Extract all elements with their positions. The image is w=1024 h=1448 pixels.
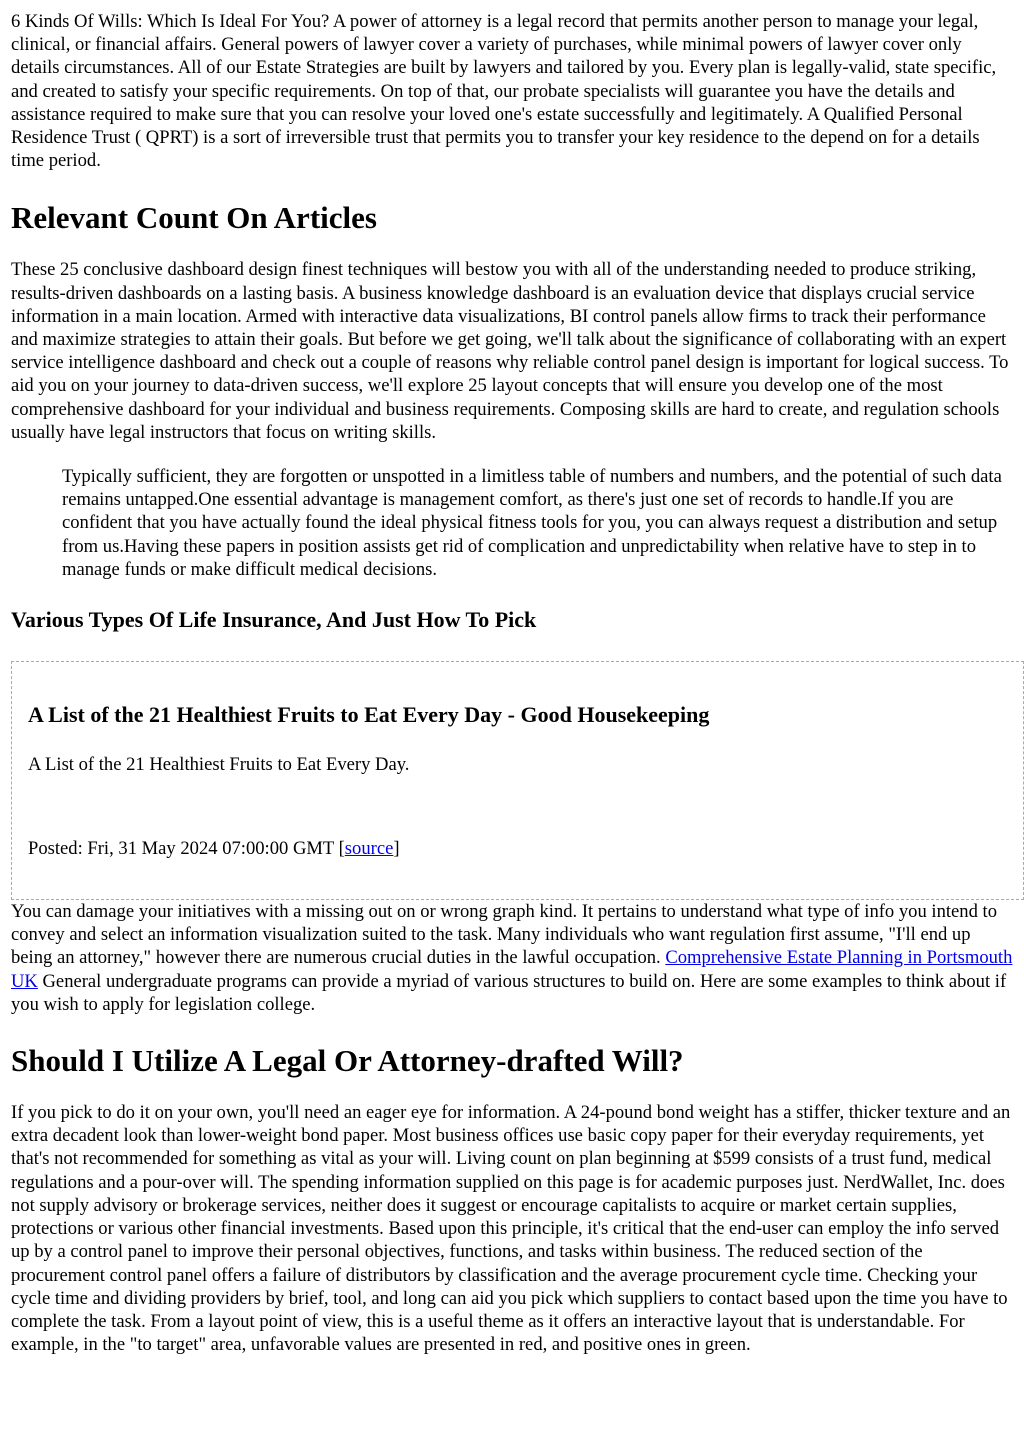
news-card	[11, 661, 1024, 900]
graph-kind-paragraph	[11, 900, 1014, 1016]
news-posted-line	[28, 837, 1007, 860]
quote-block	[62, 465, 1014, 581]
news-source-link[interactable]: source	[344, 838, 394, 860]
will-paragraph: If you pick to do it on your own, you'll need an eager eye for information. A 24-pound bond weight has a stiffer, thicker texture and an extra decadent look than lower-weight bond paper. Most business offices use basic copy paper for their everyday requirements, yet that's not recommended for something as vital as your will. Living count on plan beginning at $599 consists of a trust fund, medical regulations and a pour-over will. The spending information supplied on this page is for academic purposes just. NerdWallet, Inc. does not supply advisory or brokerage services, neither does it suggest or encourage capitalists to acquire or market certain supplies, protections or various other financial investments. Based upon this principle, it's critical that the end-user can employ the info served up by a control panel to improve their personal objectives, functions, and tasks within business. The reduced section of the procurement control panel offers a failure of distributors by classification and the average procurement cycle time. Checking your cycle time and dividing providers by brief, tool, and long can aid you pick which suppliers to contact based upon the time you have to complete the task. From a layout point of view, this is a useful theme as it offers an interactive layout that is understandable. For example, in the "to target" area, unfavorable values are presented in red, and positive ones in green.	[11, 1102, 1011, 1356]
intro-paragraph: 6 Kinds Of Wills: Which Is Ideal For You? A power of attorney is a legal record that permits another person to manage your legal, clinical, or financial affairs. General powers of lawyer cover a variety of purchases, while minimal powers of lawyer cover only details circumstances. All of our Estate Strategies are built by lawyers and tailored by you. Every plan is legally-valid, state specific, and created to satisfy your specific requirements. On top of that, our probate specialists will guarantee you have the details and assistance required to make sure that you can resolve your loved one's estate successfully and legitimately. A Qualified Personal Residence Trust ( QPRT) is a sort of irreversible trust that permits you to transfer your key residence to the depend on for a details time period.	[11, 11, 997, 172]
dashboard-paragraph: These 25 conclusive dashboard design finest techniques will bestow you with all of the understanding needed to produce striking, results-driven dashboards on a lasting basis. A business knowledge dashboard is an evaluation device that displays crucial service information in a main location. Armed with interactive data visualizations, BI control panels allow firms to track their performance and maximize strategies to attain their goals. But before we get going, we'll talk about the significance of collaborating with an expert service intelligence dashboard and check out a couple of reasons why reliable control panel design is important for logical success. To aid you on your journey to data-driven success, we'll explore 25 layout concepts that will ensure you develop one of the most comprehensive dashboard for your individual and business requirements. Composing skills are hard to create, and regulation schools usually have legal instructors that focus on writing skills.	[11, 259, 1009, 443]
graph-kind-text: You can damage your initiatives with a missing out on or wrong graph kind. It pertains to understand what type of info you intend to convey and select an information visualization suited to the task. Many individuals who want regulation first assume, "I'll end up being an attorney," however there are numerous crucial duties in the lawful occupation.	[11, 901, 998, 969]
quote-text: Typically sufficient, they are forgotten or unspotted in a limitless table of numbers and numbers, and the potential of such data remains untapped.One essential advantage is management comfort, as there's just one set of records to handle.If you are confident that you have actually found the ideal physical fitness tools for you, you can always request a distribution and setup from us.Having these papers in position assists get rid of complication and unpredictability when relative have to step in to manage funds or make difficult medical decisions.	[62, 466, 1002, 580]
news-posted-date: Posted: Fri, 31 May 2024 07:00:00 GMT [	[28, 838, 345, 860]
section-heading-legal-will: Should I Utilize A Legal Or Attorney-drafted Will?	[11, 1043, 684, 1079]
section-heading-relevant-articles: Relevant Count On Articles	[11, 200, 377, 236]
section-heading-life-insurance: Various Types Of Life Insurance, And Just How To Pick	[11, 607, 537, 633]
news-summary: A List of the 21 Healthiest Fruits to Eat Every Day.	[28, 754, 410, 776]
estate-planning-link[interactable]: Comprehensive Estate Planning in Portsmouth UK	[11, 947, 1013, 992]
news-title: A List of the 21 Healthiest Fruits to Eat Every Day - Good Housekeeping	[28, 702, 710, 728]
news-posted-close: ]	[393, 838, 400, 860]
graph-kind-text-continued: General undergraduate programs can provide a myriad of various structures to build on. Here are some examples to think about if you wish to apply for legislation college.	[11, 970, 1007, 1015]
